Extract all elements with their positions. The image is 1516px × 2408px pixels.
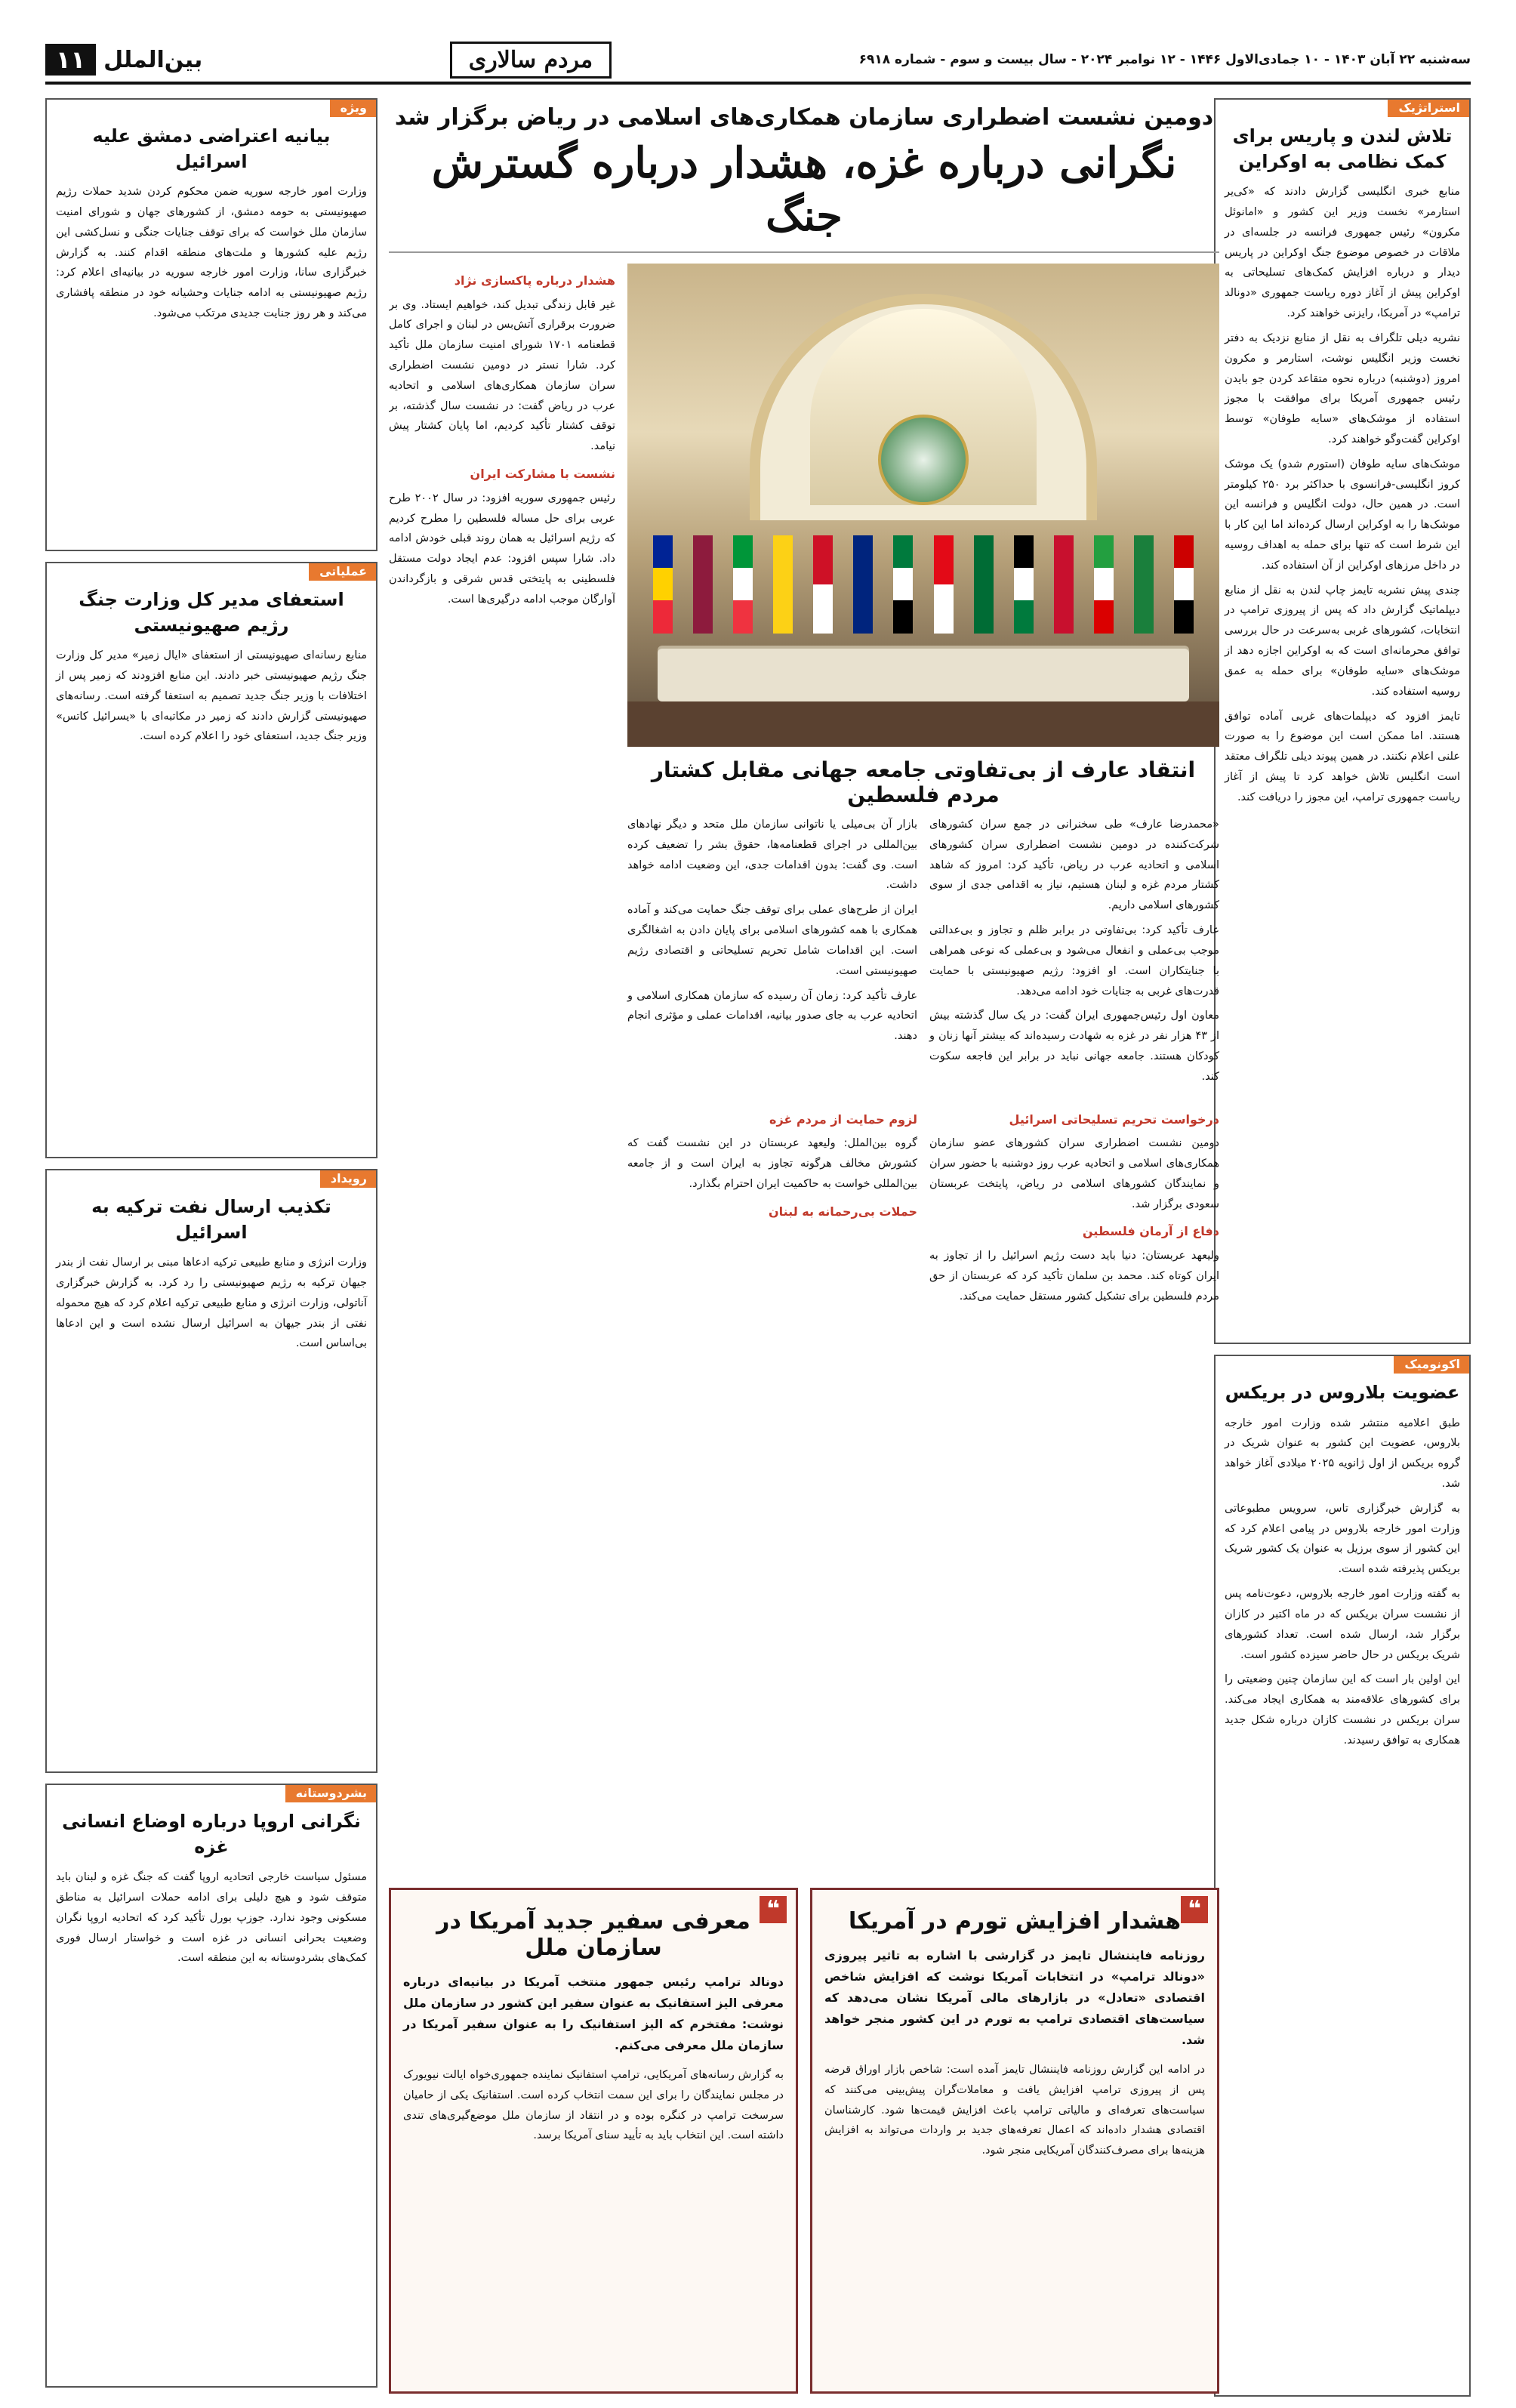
category-tag: اکونومیک [1394,1355,1471,1374]
paragraph: عارف تأکید کرد: بی‌تفاوتی در برابر ظلم و تجاوز و بی‌عدالتی موجب بی‌عملی و انفعال می‌شود و بی‌عملی که نوعی همراهی با جنایتکاران است. او افزود: رژیم صهیونیستی با حمایت قدرت‌های غربی به جنایات خود ادامه می‌دهد. [929,924,1219,997]
paragraph: گروه بین‌الملل: ولیعهد عربستان در این نشست گفت که کشورش مخالف هرگونه تجاوز به ایران است و از جامعه بین‌المللی خواست به حاکمیت ایران احترام بگذارد. [627,1137,917,1190]
text-column [929,815,1219,1092]
paragraph: این اولین بار است که این سازمان چنین وضعیتی را برای کشورهای علاقه‌مند به همکاری ایجاد می‌کند. سران بریکس در نشست کازان درباره شکل جدید همکاری به توافق رسیدند. [1225,1673,1460,1747]
flag-icon [1014,535,1034,634]
flag-icon [1054,535,1074,634]
paragraph: چندی پیش نشریه تایمز چاپ لندن به نقل از منابع دیپلماتیک گزارش داد که پس از پیروزی ترامپ در انتخابات، کشورهای غربی به‌سرعت در حال بررسی توافق محرمانه‌ای است که به اوکراین اجازه دهد از موشک‌های «سایه طوفان» برای حمله به عمق روسیه استفاده کند. [1225,584,1460,698]
section-subheading: دفاع از آرمان فلسطین [1082,1224,1219,1239]
sub-headline: انتقاد عارف از بی‌تفاوتی جامعه جهانی مقابل کشتار مردم فلسطین [651,757,1196,807]
paragraph: به گزارش خبرگزاری تاس، سرویس مطبوعاتی وزارت امور خارجه بلاروس در پیامی اعلام کرد که این کشور از سوی برزیل به عنوان یک کشور شریک بریکس پذیرفته شده است. [1225,1502,1460,1576]
paragraph: معاون اول رئیس‌جمهوری ایران گفت: در یک سال گذشته بیش از ۴۳ هزار نفر در غزه به شهادت رسیده‌اند که بیشتر آنها زنان و کودکان هستند. جامعه جهانی نباید در برابر این فاجعه سکوت کند. [929,1010,1220,1083]
category-tag: بشردوستانه [285,1784,377,1802]
story-body: مسئول سیاست خارجی اتحادیه اروپا گفت که جنگ غزه و لبنان باید متوقف شود و هیچ دلیلی برای ادامه حملات اسرائیل به مناطق مسکونی وجود ندارد. جوزپ بورل تأکید کرد که اتحادیه اروپا نگران وضعیت بحرانی انسانی در غزه است و خواستار ارسال فوری کمک‌های بشردوستانه به این منطقه است. [56,1871,367,1965]
lead-story-grid [389,264,1219,2000]
flag-icon [853,535,873,634]
flag-icon [733,535,753,634]
section-header [45,44,202,76]
story-body: در ادامه این گزارش روزنامه فایننشال تایمز آمده است: شاخص بازار اوراق قرضه پس از پیروزی ترامپ افزایش یافت و معاملات‌گران پیش‌بینی می‌کنند که سیاست‌های تعرفه‌ای و مالیاتی ترامپ باعث افزایش قیمت‌ها شود. کارشناسان اقتصادی هشدار داده‌اند که اعمال تعرفه‌های جدید بر واردات می‌تواند به افزایش هزینه‌ها برای مصرف‌کنندگان آمریکایی منجر شود. [824,2064,1205,2157]
paragraph: عارف تأکید کرد: زمان آن رسیده که سازمان همکاری اسلامی و اتحادیه عرب به جای صدور بیانیه، اقدامات عملی و مؤثری انجام دهند. [627,989,917,1043]
story-title: تکذیب ارسال نفت ترکیه به اسرائیل [91,1196,331,1243]
right-column [1214,98,1471,2407]
section-subheading: نشست با مشارکت ایران [470,467,615,482]
left-column [45,98,377,2398]
category-tag: استراتژیک [1388,98,1471,117]
lead-main [627,264,1219,2000]
paragraph: منابع خبری انگلیسی گزارش دادند که «کی‌یر استارمر» نخست وزیر این کشور و «امانوئل مکرون» رئیس جمهوری فرانسه در جلسه‌ای در ملاقات در خصوص موضوع جنگ اوکراین در پاریس دیدار و درباره افزایش کمک‌های تسلیحاتی به اوکراین پیش از آغاز دوره ریاست جمهوری «دونالد ترامپ» در آمریکا، رایزنی خواهند کرد. [1225,186,1460,320]
flag-icon [693,535,713,634]
story-card [45,1784,377,2388]
paragraph: نشریه دیلی تلگراف به نقل از منابع نزدیک به دفتر نخست وزیر انگلیس نوشت، استارمر و مکرون امروز (دوشنبه) درباره نحوه متقاعد کردن جو بایدن رئیس جمهوری آمریکا برای موافقت با مجوز استفاده از موشک‌های «سایه طوفان» توسط اوکراین گفت‌وگو خواهند کرد. [1225,331,1460,446]
story-title: نگرانی اروپا درباره اوضاع انسانی غزه [62,1811,361,1858]
story-body: به گزارش رسانه‌های آمریکایی، ترامپ استفانیک نماینده جمهوری‌خواه ایالت نیویورک در مجلس نمایندگان را برای این سمت انتخاب کرده است. استفانیک یکی از حامیان سرسخت ترامپ در کنگره بوده و در انتقاد از سازمان ملل موضع‌گیری‌های تندی داشته است. این انتخاب باید به تأیید سنای آمریکا برسد. [403,2069,784,2142]
lead-side-text [389,264,615,2000]
main-text-columns [627,815,1219,1092]
flag-icon [773,535,793,634]
story-title: معرفی سفیر جدید آمریکا در سازمان ملل [436,1908,750,1961]
flag-icon [974,535,994,634]
issue-date: سه‌شنبه ۲۲ آبان ۱۴۰۳ - ۱۰ جمادی‌الاول ۱۴۴۶ - ۱۲ نوامبر ۲۰۲۴ - سال بیست و سوم - شماره ۶۹۱۸ [858,52,1471,67]
paragraph: رئیس جمهوری سوریه افزود: در سال ۲۰۰۲ طرح عربی برای حل مساله فلسطین را مطرح کردیم که رژیم اسرائیل به همان روند قبلی خودش ادامه داد. شارا سپس افزود: عدم ایجاد دولت مستقل فلسطینی به پایتختی قدس شرقی و بازگرداندن آوارگان موجب ادامه درگیری‌ها است. [389,492,615,606]
newspaper-logo: مردم سالاری [450,42,612,79]
story-body: وزارت امور خارجه سوریه ضمن محکوم کردن شدید حملات رژیم صهیونیستی به حومه دمشق، از کشورهای جهان و شورای امنیت سازمان ملل خواست که برای توقف جنایات جنگی و نسل‌کشی این رژیم علیه کشورها و ملت‌های منطقه اقدام کنند. به گزارش خبرگزاری سانا، وزارت امور خارجه سوریه در بیانیه‌ای اعلام کرد: رژیم صهیونیستی به ادامه جنایات وحشیانه خود در منطقه پافشاری می‌کند و هر روز جنایت جدیدی مرتکب می‌شود. [56,186,367,320]
story-card [45,1169,377,1773]
section-subheading: حملات بی‌رحمانه به لبنان [768,1204,917,1219]
story-title: استعفای مدیر کل وزارت جنگ رژیم صهیونیستی [79,589,344,636]
section-subheading: هشدار درباره پاکسازی نژاد [454,273,615,288]
flag-icon [1134,535,1154,634]
boxed-story [810,1888,1219,2394]
category-tag: رویداد [320,1169,377,1188]
story-title: عضویت بلاروس در بریکس [1225,1382,1460,1403]
bottom-stories [389,1888,1219,2394]
category-tag: عملیاتی [309,562,377,581]
text-column [627,815,917,1092]
quote-icon: ❝ [1181,1896,1208,1923]
flag-icon [934,535,954,634]
section-subheading: لزوم حمایت از مردم غزه [769,1112,917,1127]
oic-emblem-icon [878,415,969,505]
story-card [1214,1355,1471,2397]
story-body [1225,1414,1460,1751]
section-title: بین‌الملل [103,46,203,73]
paragraph: به گفته وزارت امور خارجه بلاروس، دعوت‌نامه پس از نشست سران بریکس که در ماه اکتبر در کازان برگزار شد، ارسال شده است. تعداد کشورهای شریک بریکس در حال حاضر سیزده کشور است. [1225,1588,1460,1661]
story-body [1225,182,1460,807]
flag-row [627,535,1219,641]
category-tag: ویژه [330,98,377,117]
text-column [929,1102,1219,1525]
paragraph: بازار آن بی‌میلی یا ناتوانی سازمان ملل متحد و دیگر نهادهای بین‌المللی در اجرای قطعنامه‌ها، حقوق بشر را تضعیف کرده است. وی گفت: بدون اقدامات جدی، این وضعیت ادامه خواهد داشت. [627,819,917,892]
headline-block [389,98,1219,253]
paragraph: ایران از طرح‌های عملی برای توقف جنگ حمایت می‌کند و آماده همکاری با همه کشورهای اسلامی برای پایان دادن به اشغالگری است. این اقدامات شامل تحریم تسلیحاتی و اقتصادی رژیم صهیونیستی است. [627,904,917,977]
section-subheading: درخواست تحریم تسلیحاتی اسرائیل [1009,1112,1219,1127]
story-title: تلاش لندن و پاریس برای کمک نظامی به اوکراین [1232,125,1453,172]
story-body: منابع رسانه‌ای صهیونیستی از استعفای «ایال زمیر» مدیر کل وزارت جنگ رژیم صهیونیستی خبر دادند. این منابع افزودند که زمیر پس از اختلافات با وزیر جنگ جدید تصمیم به استعفا گرفته است. رسانه‌های صهیونیستی گزارش دادند که زمیر در مکاتبه‌ای با «یسرائیل کاتس» وزیر جنگ جدید، استعفای خود را اعلام کرده است. [56,649,367,743]
paragraph: ولیعهد عربستان: دنیا باید دست رژیم اسرائیل را از تجاوز به ایران کوتاه کند. محمد بن سلمان تأکید کرد که عربستان از حق مردم فلسطین برای تشکیل کشور مستقل حمایت می‌کند. [929,1250,1219,1303]
story-card [1214,98,1471,1344]
paragraph: دومین نشست اضطراری سران کشورهای عضو سازمان همکاری‌های اسلامی و اتحادیه عرب روز دوشنبه با حضور سران و نمایندگان کشورهای اسلامی در ریاض، پایتخت عربستان سعودی برگزار شد. [929,1137,1219,1210]
paragraph: «محمدرضا عارف» طی سخنرانی در جمع سران کشورهای شرکت‌کننده در دومین نشست اضطراری سران کشورهای اسلامی و اتحادیه عرب در ریاض، تأکید کرد: امروز که شاهد کشتار مردم غزه و لبنان هستیم، نیاز به اقدامی جدی از سوی کشورهای اسلامی داریم. [929,819,1219,912]
story-card [45,562,377,1158]
story-lead: دونالد ترامپ رئیس جمهور منتخب آمریکا در بیانیه‌ای درباره معرفی الیز استفانیک به عنوان سفیر این کشور در سازمان ملل نوشت: مفتخرم که الیز استفانیک را به عنوان سفیر آمریکا در سازمان ملل معرفی می‌کنم. [403,1975,784,2052]
flag-icon [653,535,673,634]
boxed-story [389,1888,798,2394]
flag-icon [1094,535,1114,634]
paragraph: تایمز افزود که دیپلمات‌های غربی آماده توافق هستند. اما ممکن است این موضوع را به صورت علنی اعلام نکنند. در همین پیوند دیلی تلگراف معتقد است انگلیس تلاش خواهد کرد تا پیش از آغاز ریاست جمهوری ترامپ، این مجوز را دریافت کند. [1225,710,1460,803]
flag-icon [813,535,833,634]
summit-photo [627,264,1219,747]
paragraph: طبق اعلامیه منتشر شده وزارت امور خارجه بلاروس، عضویت این کشور به عنوان شریک در گروه بریکس از اول ژانویه ۲۰۲۵ میلادی آغاز خواهد شد. [1225,1417,1461,1491]
floor [627,701,1219,747]
conference-table [658,649,1189,701]
flag-icon [1174,535,1194,634]
quote-icon: ❝ [760,1896,787,1923]
story-body: وزارت انرژی و منابع طبیعی ترکیه ادعاها مبنی بر ارسال نفت از بندر جیهان ترکیه به رژیم صهیونیستی را رد کرد. به گزارش خبرگزاری آناتولی، وزارت انرژی و منابع طبیعی ترکیه اعلام کرد که هیچ محموله نفتی از بندر جیهان به اسرائیل ارسال نشده است و این ادعاها بی‌اساس است. [56,1256,367,1350]
story-title: هشدار افزایش تورم در آمریکا [848,1908,1182,1935]
page-number: ۱۱ [45,44,96,76]
text-column [627,1102,917,1525]
continued-text [627,1102,1219,1525]
paragraph: موشک‌های سایه طوفان (استورم شدو) یک موشک کروز انگلیسی-فرانسوی با حداکثر برد ۲۵۰ کیلومتر است. در همین حال، دولت انگلیس و فرانسه این موشک‌ها را به اوکراین ارسال کرده‌اند اما این کار با این شرط است که تنها برای حمله به اهداف روسیه در داخل مرزهای اوکراین از آن استفاده کند. [1225,458,1460,572]
lead-story [389,98,1219,2000]
main-headline: نگرانی درباره غزه، هشدار درباره گسترش جنگ [431,138,1177,241]
paragraph: غیر قابل زندگی تبدیل کند، خواهیم ایستاد. وی بر ضرورت برقراری آتش‌بس در لبنان و اجرای کامل قطعنامه ۱۷۰۱ شورای امنیت سازمان ملل تأکید کرد. شارا نستر در دومین نشست اضطراری سران سازمان همکاری‌های اسلامی و اتحادیه عرب در ریاض گفت: در نشست سال گذشته، بر توقف کشتار تأکید کردیم، اما پایان کشتار پیش نیامد. [389,298,615,453]
story-card [45,98,377,551]
flag-icon [893,535,913,634]
story-lead: روزنامه فایننشال تایمز در گزارشی با اشاره به تاثیر پیروزی «دونالد ترامپ» در انتخابات آمریکا نوشت که افزایش شاخص اقتصادی «تعادل» در بازارهای مالی آمریکا نشان می‌دهد که سیاست‌های اقتصادی ترامپ به تورم در این کشور منجر خواهد شد. [824,1948,1205,2047]
masthead [45,38,1471,85]
kicker: دومین نشست اضطراری سازمان همکاری‌های اسلامی در ریاض برگزار شد [394,104,1214,131]
story-title: بیانیه اعتراضی دمشق علیه اسرائیل [92,125,331,172]
